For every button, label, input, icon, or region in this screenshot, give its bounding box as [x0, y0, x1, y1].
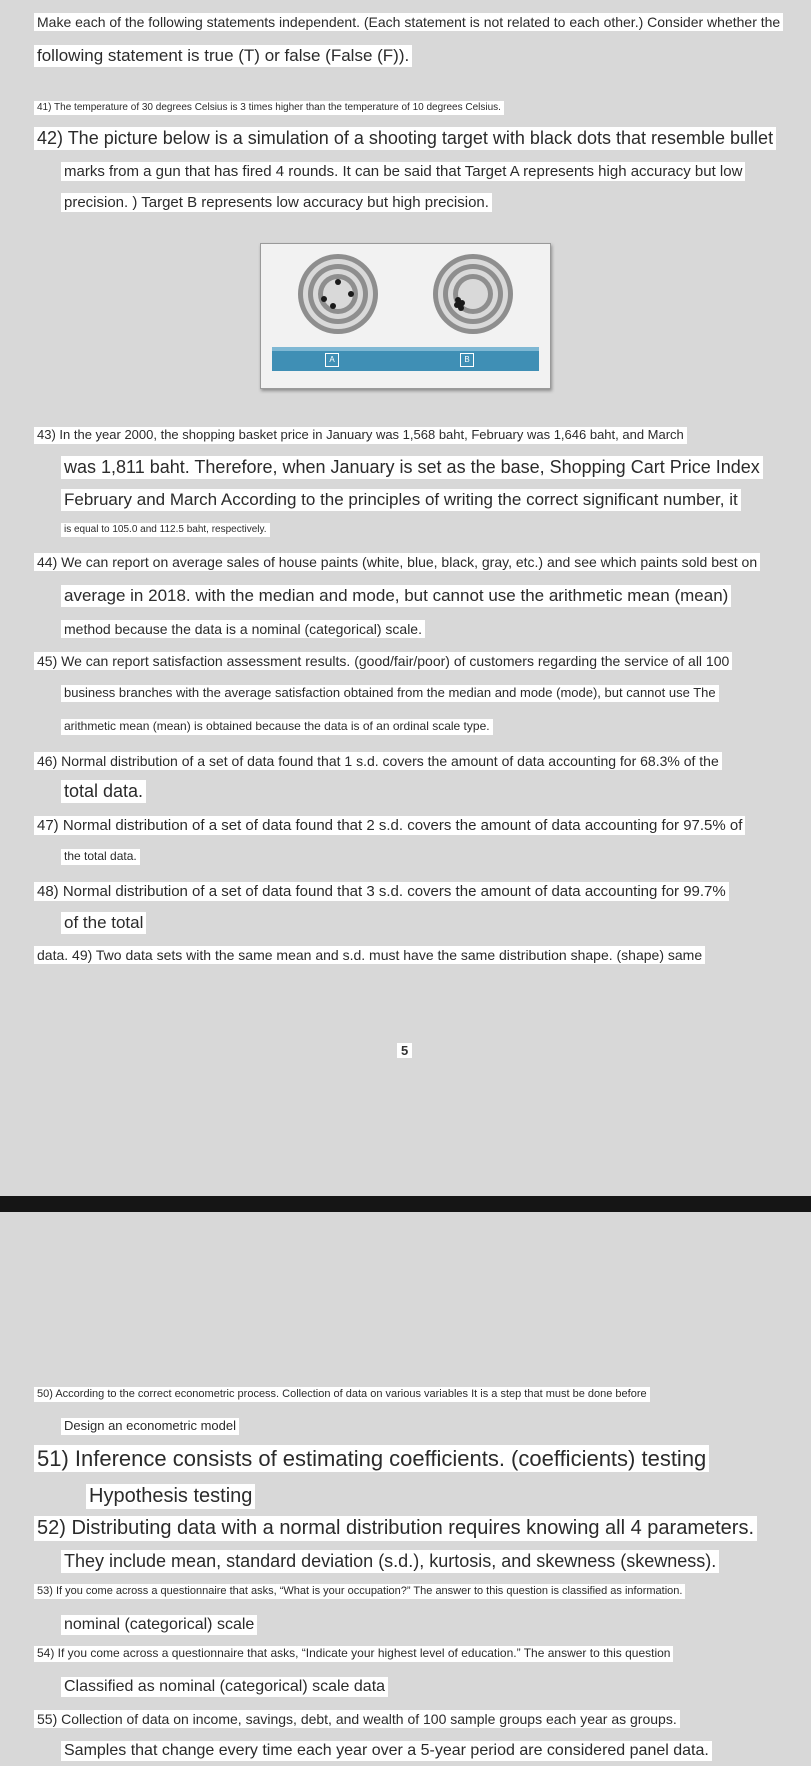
bullet-mark: [335, 279, 341, 285]
bullet-mark: [348, 291, 354, 297]
question-47-line-1: 47) Normal distribution of a set of data found that 2 s.d. covers the amount of data accounting for 97.5% of: [34, 816, 745, 835]
page-6: [0, 1212, 811, 1766]
intro-line-1: Make each of the following statements independent. (Each statement is not related to each other.) Consider whether the: [34, 13, 783, 31]
question-42-line-2: marks from a gun that has fired 4 rounds. It can be said that Target A represents high accuracy but low: [61, 162, 745, 181]
target-a: [298, 254, 378, 334]
question-48-49-line: data. 49) Two data sets with the same mean and s.d. must have the same distribution shape. (shape) same: [34, 946, 705, 964]
question-43-line-3: February and March According to the principles of writing the correct significant number, it: [61, 489, 741, 511]
question-46-line-2: total data.: [61, 780, 146, 803]
question-43-line-1: 43) In the year 2000, the shopping basket price in January was 1,568 baht, February was 1,646 baht, and March: [34, 427, 687, 444]
page-number: 5: [397, 1043, 412, 1058]
bullet-mark: [330, 303, 336, 309]
question-46-line-1: 46) Normal distribution of a set of data found that 1 s.d. covers the amount of data accounting for 68.3% of the: [34, 752, 722, 770]
shooting-target-figure: [260, 243, 551, 389]
question-48-line-2: of the total: [61, 912, 146, 934]
question-42-line-3: precision. ) Target B represents low accuracy but high precision.: [61, 193, 492, 212]
question-55-line-2: Samples that change every time each year over a 5-year period are considered panel data.: [61, 1741, 712, 1761]
bullet-mark: [321, 296, 327, 302]
question-52-line-1: 52) Distributing data with a normal distribution requires knowing all 4 parameters.: [34, 1516, 757, 1541]
question-50-line-2: Design an econometric model: [61, 1418, 239, 1435]
question-48-line-1: 48) Normal distribution of a set of data found that 3 s.d. covers the amount of data accounting for 99.7%: [34, 882, 729, 901]
target-b: [433, 254, 513, 334]
intro-line-2: following statement is true (T) or false (False (F)).: [34, 45, 412, 67]
question-43-line-4: is equal to 105.0 and 112.5 baht, respectively.: [61, 523, 270, 537]
targets-illustration: [261, 244, 550, 388]
question-50-line-1: 50) According to the correct econometric process. Collection of data on various variables It is a step that must be done before: [34, 1387, 650, 1402]
question-51-line-1: 51) Inference consists of estimating coefficients. (coefficients) testing: [34, 1445, 709, 1472]
bullet-mark: [458, 305, 464, 311]
question-42-line-1: 42) The picture below is a simulation of a shooting target with black dots that resemble bullet: [34, 127, 776, 150]
question-52-line-2: They include mean, standard deviation (s.d.), kurtosis, and skewness (skewness).: [61, 1550, 719, 1573]
question-44-line-1: 44) We can report on average sales of house paints (white, blue, black, gray, etc.) and see which paints sold best on: [34, 553, 760, 571]
question-41: 41) The temperature of 30 degrees Celsius is 3 times higher than the temperature of 10 degrees Celsius.: [34, 101, 504, 115]
question-44-line-3: method because the data is a nominal (categorical) scale.: [61, 620, 425, 638]
question-54-line-2: Classified as nominal (categorical) scale data: [61, 1677, 388, 1697]
question-45-line-1: 45) We can report satisfaction assessment results. (good/fair/poor) of customers regarding the service of all 100: [34, 652, 732, 670]
question-54-line-1: 54) If you come across a questionnaire that asks, “Indicate your highest level of education.” The answer to this question: [34, 1646, 673, 1662]
question-51-line-2: Hypothesis testing: [86, 1484, 255, 1509]
page-break: [0, 1196, 811, 1212]
question-45-line-3: arithmetic mean (mean) is obtained because the data is of an ordinal scale type.: [61, 719, 493, 735]
target-b-label: B: [460, 353, 474, 367]
question-43-line-2: was 1,811 baht. Therefore, when January is set as the base, Shopping Cart Price Index: [61, 456, 763, 479]
question-55-line-1: 55) Collection of data on income, savings, debt, and wealth of 100 sample groups each year as groups.: [34, 1710, 680, 1728]
question-53-line-2: nominal (categorical) scale: [61, 1615, 257, 1635]
question-45-line-2: business branches with the average satisfaction obtained from the median and mode (mode), but cannot use The: [61, 685, 719, 702]
target-a-label: A: [325, 353, 339, 367]
question-53-line-1: 53) If you come across a questionnaire that asks, “What is your occupation?” The answer to this question is classified as information.: [34, 1584, 685, 1599]
question-44-line-2: average in 2018. with the median and mode, but cannot use the arithmetic mean (mean): [61, 585, 731, 607]
question-47-line-2: the total data.: [61, 849, 140, 865]
